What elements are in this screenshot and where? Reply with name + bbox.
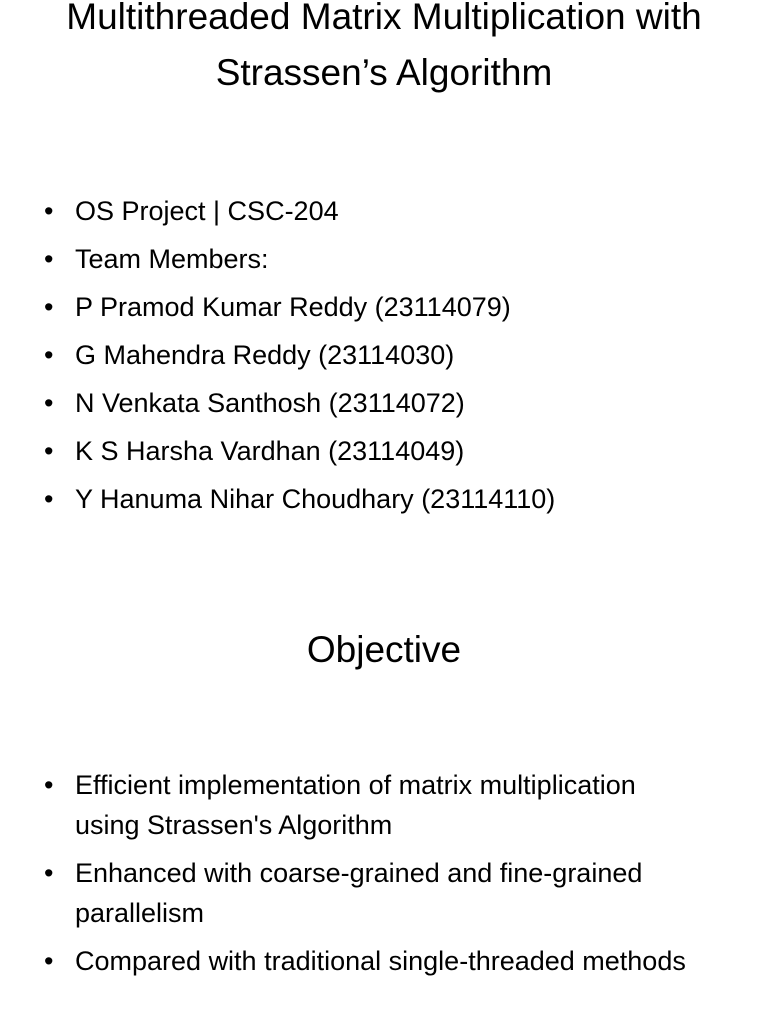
list-item-text: K S Harsha Vardhan (23114049) (75, 436, 465, 466)
list-item (44, 331, 704, 379)
objective-list (44, 765, 704, 989)
list-item-text: Enhanced with coarse-grained and fine-grained parallelism (75, 858, 643, 928)
bullet-icon: • (44, 340, 54, 370)
list-item (44, 853, 704, 933)
list-item (44, 475, 704, 523)
slide-title: Multithreaded Matrix Multiplication with Strassen’s Algorithm (66, 0, 702, 93)
list-item-text: Compared with traditional single-threaded methods (75, 946, 686, 976)
list-item-text: N Venkata Santhosh (23114072) (75, 388, 465, 418)
objective-heading: Objective (306, 629, 462, 670)
list-item-text: Efficient implementation of matrix multiplication using Strassen's Algorithm (75, 770, 636, 840)
list-item (44, 941, 704, 981)
list-item-text: G Mahendra Reddy (23114030) (75, 340, 455, 370)
bullet-icon: • (44, 292, 54, 322)
bullet-icon: • (44, 484, 54, 514)
list-item (44, 379, 704, 427)
list-item (44, 235, 704, 283)
bullet-icon: • (44, 244, 54, 274)
list-item-text: Y Hanuma Nihar Choudhary (23114110) (75, 484, 556, 514)
list-item (44, 283, 704, 331)
list-item (44, 765, 704, 845)
bullet-icon: • (44, 196, 54, 226)
bullet-icon: • (44, 946, 54, 976)
bullet-icon: • (44, 388, 54, 418)
bullet-icon: • (44, 436, 54, 466)
bullet-icon: • (44, 858, 54, 888)
team-info-list (44, 187, 704, 523)
list-item (44, 427, 704, 475)
list-item (44, 187, 704, 235)
bullet-icon: • (44, 770, 54, 800)
list-item-text: Team Members: (75, 244, 269, 274)
list-item-text: P Pramod Kumar Reddy (23114079) (75, 292, 511, 322)
list-item-text: OS Project | CSC-204 (75, 196, 339, 226)
